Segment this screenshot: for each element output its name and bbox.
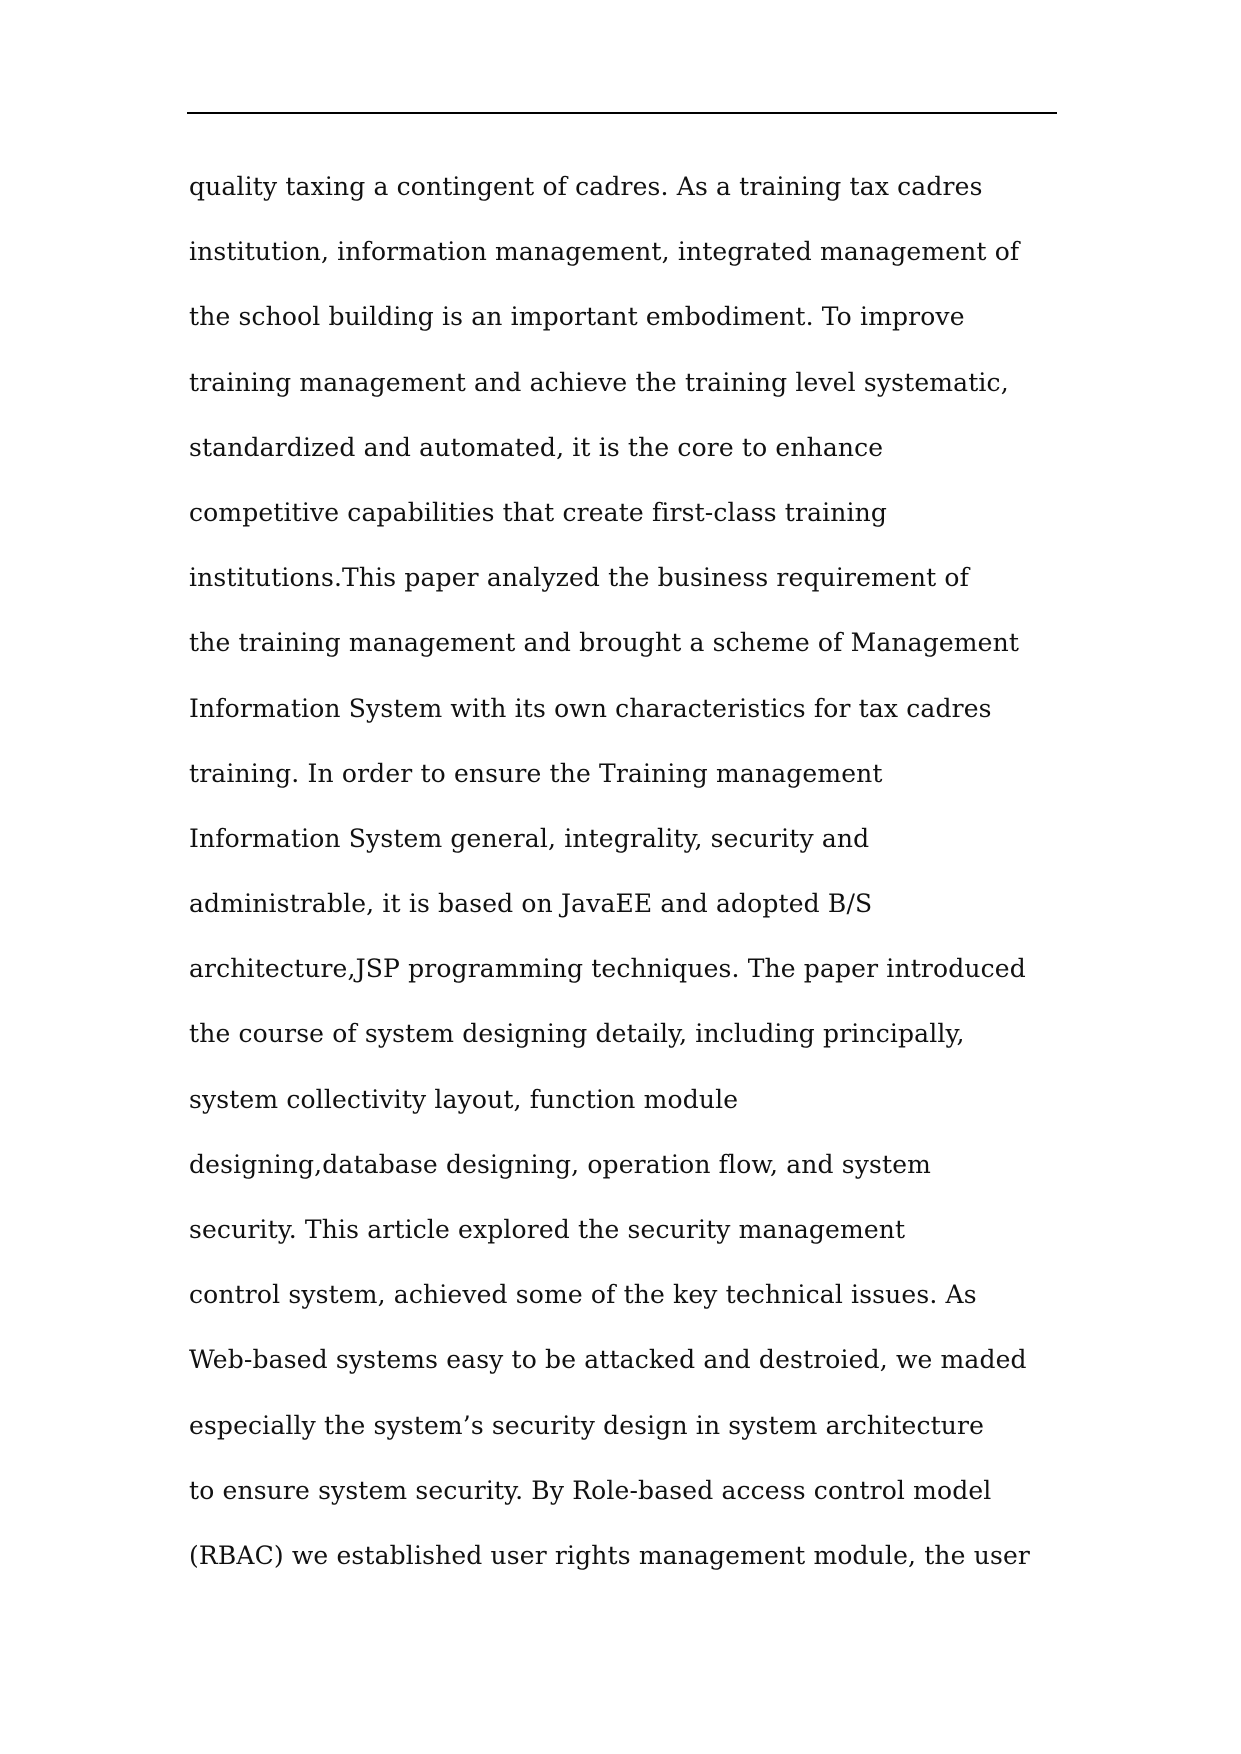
text-line: training. In order to ensure the Training management — [189, 758, 883, 788]
text-line: Information System with its own characteristics for tax cadres — [189, 693, 992, 723]
text-line: competitive capabilities that create first-class training — [189, 497, 888, 527]
text-line: (RBAC) we established user rights management module, the user — [189, 1540, 1030, 1570]
text-line: control system, achieved some of the key technical issues. As — [189, 1280, 977, 1310]
text-line: architecture,JSP programming techniques. The paper introduced — [189, 954, 1026, 984]
text-line: administrable, it is based on JavaEE and adopted B/S — [189, 889, 873, 919]
text-line: security. This article explored the security management — [189, 1215, 906, 1244]
text-line: especially the system’s security design in system architecture — [189, 1410, 985, 1440]
text-line: to ensure system security. By Role-based access control model — [189, 1475, 992, 1505]
text-line: system collectivity layout, function module — [189, 1084, 739, 1114]
text-line: the course of system designing detaily, including principally, — [189, 1019, 965, 1049]
text-line: designing,database designing, operation flow, and system — [189, 1149, 931, 1179]
text-line: Information System general, integrality, security and — [189, 823, 870, 853]
text-line: training management and achieve the training level systematic, — [189, 367, 1009, 397]
text-line: quality taxing a contingent of cadres. As a training tax cadres — [189, 172, 983, 201]
text-line: institution, information management, integrated management of — [189, 237, 1020, 267]
text-line: institutions.This paper analyzed the business requirement of — [189, 563, 969, 593]
text-line: Web-based systems easy to be attacked and destroied, we maded — [189, 1345, 1027, 1375]
text-line: the training management and brought a scheme of Management — [189, 628, 1020, 658]
header-rule — [187, 112, 1057, 114]
text-line: the school building is an important embodiment. To improve — [189, 302, 965, 332]
text-line: standardized and automated, it is the core to enhance — [189, 432, 884, 462]
abstract-body — [189, 154, 1209, 1588]
